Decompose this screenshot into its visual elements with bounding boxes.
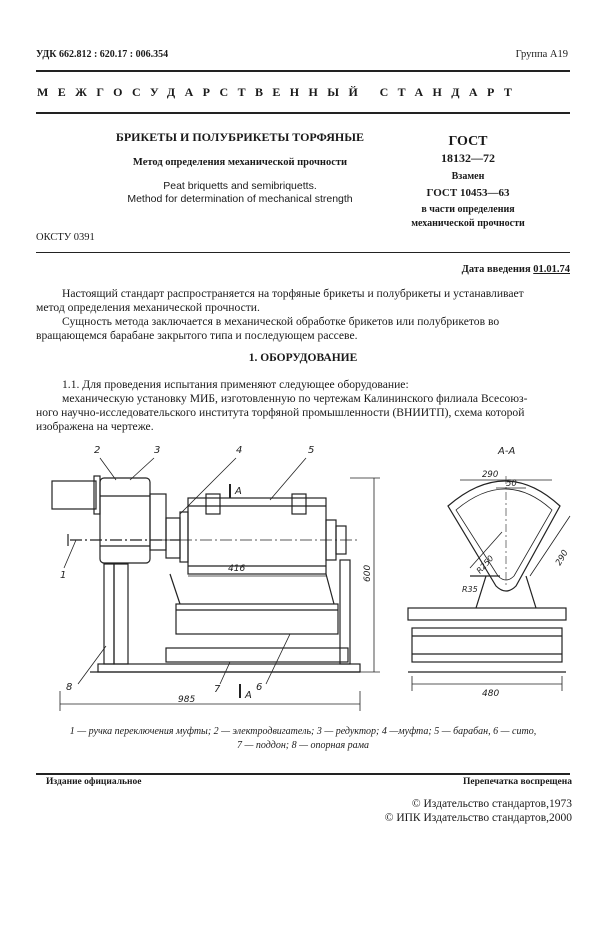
callout-3: 3: [154, 445, 161, 456]
para-3-line-3: ного научно-исследовательского института торфяной промышленности (ВНИИТП), схема которой: [36, 406, 525, 419]
para-2-line-2: вращающемся барабане закрытого типа и последующем рассеве.: [36, 329, 358, 342]
dim-985: 985: [178, 695, 196, 705]
dim-290-side: 290: [553, 548, 571, 568]
drum-section-shape: [448, 481, 560, 591]
footer-reprint: Перепечатка воспрещена: [462, 777, 572, 787]
dim-50: 50: [506, 479, 517, 489]
copyright-1973: © Издательство стандартов,1973: [411, 798, 572, 810]
cut-marker-top: А: [235, 486, 242, 497]
gost-replaces: Взамен: [451, 171, 485, 182]
callout-1: 1: [60, 570, 67, 581]
doc-subtitle: Метод определения механической прочности: [132, 157, 348, 168]
gost-part-2: механической прочности: [411, 218, 525, 229]
sieve-section-shape: [412, 628, 562, 662]
para-3-line-2: механическую установку МИБ, изготовленную по чертежам Калининского филиала Всесоюз-: [62, 392, 528, 405]
intro-date-value: 01.01.74: [533, 264, 570, 275]
gost-number: 18132—72: [441, 151, 495, 165]
coupling-shape: [180, 512, 188, 562]
tray-shape: [166, 648, 348, 662]
equipment-drawing: [30, 436, 580, 724]
para-3-line-4: изображена на чертеже.: [36, 420, 154, 433]
title-en-2: Method for determination of mechanical strength: [127, 193, 353, 205]
okstu-code: ОКСТУ 0391: [36, 232, 95, 243]
gost-label: ГОСТ: [448, 134, 488, 149]
intro-date-label: Дата введения: [461, 264, 531, 275]
standard-banner: МЕЖГОСУДАРСТВЕННЫЙ СТАНДАРТ: [37, 85, 522, 99]
callout-6: 6: [256, 682, 263, 693]
gost-old: ГОСТ 10453—63: [426, 187, 510, 199]
section-heading: 1. ОБОРУДОВАНИЕ: [248, 352, 358, 364]
intro-date: [462, 264, 570, 275]
sieve-shape: [176, 604, 338, 634]
frame-shape: [98, 664, 360, 672]
para-2-line-1: Сущность метода заключается в механической обработке брикетов или полубрикетов во: [62, 315, 500, 328]
footer-official: Издание официальное: [46, 777, 142, 787]
caption-line-2: 7 — поддон; 8 — опорная рама: [236, 740, 370, 751]
section-label: А-А: [498, 446, 516, 457]
caption-line-1: 1 — ручка переключения муфты; 2 — электродвигатель; 3 — редуктор; 4 —муфта; 5 — барабан, 6 — сито,: [69, 726, 537, 737]
banner-rule: [36, 112, 570, 114]
dim-r250: R250: [474, 553, 496, 576]
doc-title: БРИКЕТЫ И ПОЛУБРИКЕТЫ ТОРФЯНЫЕ: [115, 130, 365, 144]
dim-290-top: 290: [482, 470, 499, 480]
cut-marker-bottom: А: [245, 690, 252, 701]
callout-5: 5: [308, 445, 315, 456]
callout-4: 4: [236, 445, 243, 456]
para-1-line-2: метод определения механической прочности.: [36, 301, 260, 314]
para-3-line-1: 1.1. Для проведения испытания применяют следующее оборудование:: [62, 378, 409, 391]
callout-2: 2: [94, 445, 101, 456]
group-code: Группа А19: [515, 49, 568, 60]
gost-part-1: в части определения: [421, 204, 515, 215]
callout-8: 8: [66, 682, 73, 693]
dim-r35: R35: [462, 585, 478, 594]
dim-600: 600: [363, 564, 373, 582]
title-rule: [36, 252, 570, 253]
dim-416: 416: [228, 564, 246, 574]
drum-shape: [188, 498, 326, 574]
top-rule: [36, 70, 570, 72]
title-en-1: Peat briquetts and semibriquetts.: [163, 180, 317, 192]
udk-code: УДК 662.812 : 620.17 : 006.354: [36, 49, 169, 60]
callout-7: 7: [214, 684, 221, 695]
para-1-line-1: Настоящий стандарт распространяется на торфяные брикеты и полубрикеты и устанавливает: [62, 287, 524, 300]
motor-flange: [94, 476, 100, 514]
copyright-2000: © ИПК Издательство стандартов,2000: [384, 812, 572, 824]
dim-480: 480: [482, 689, 500, 699]
motor-shape: [52, 481, 96, 509]
gearbox-shape: [100, 478, 150, 563]
footer-rule: [36, 773, 570, 775]
